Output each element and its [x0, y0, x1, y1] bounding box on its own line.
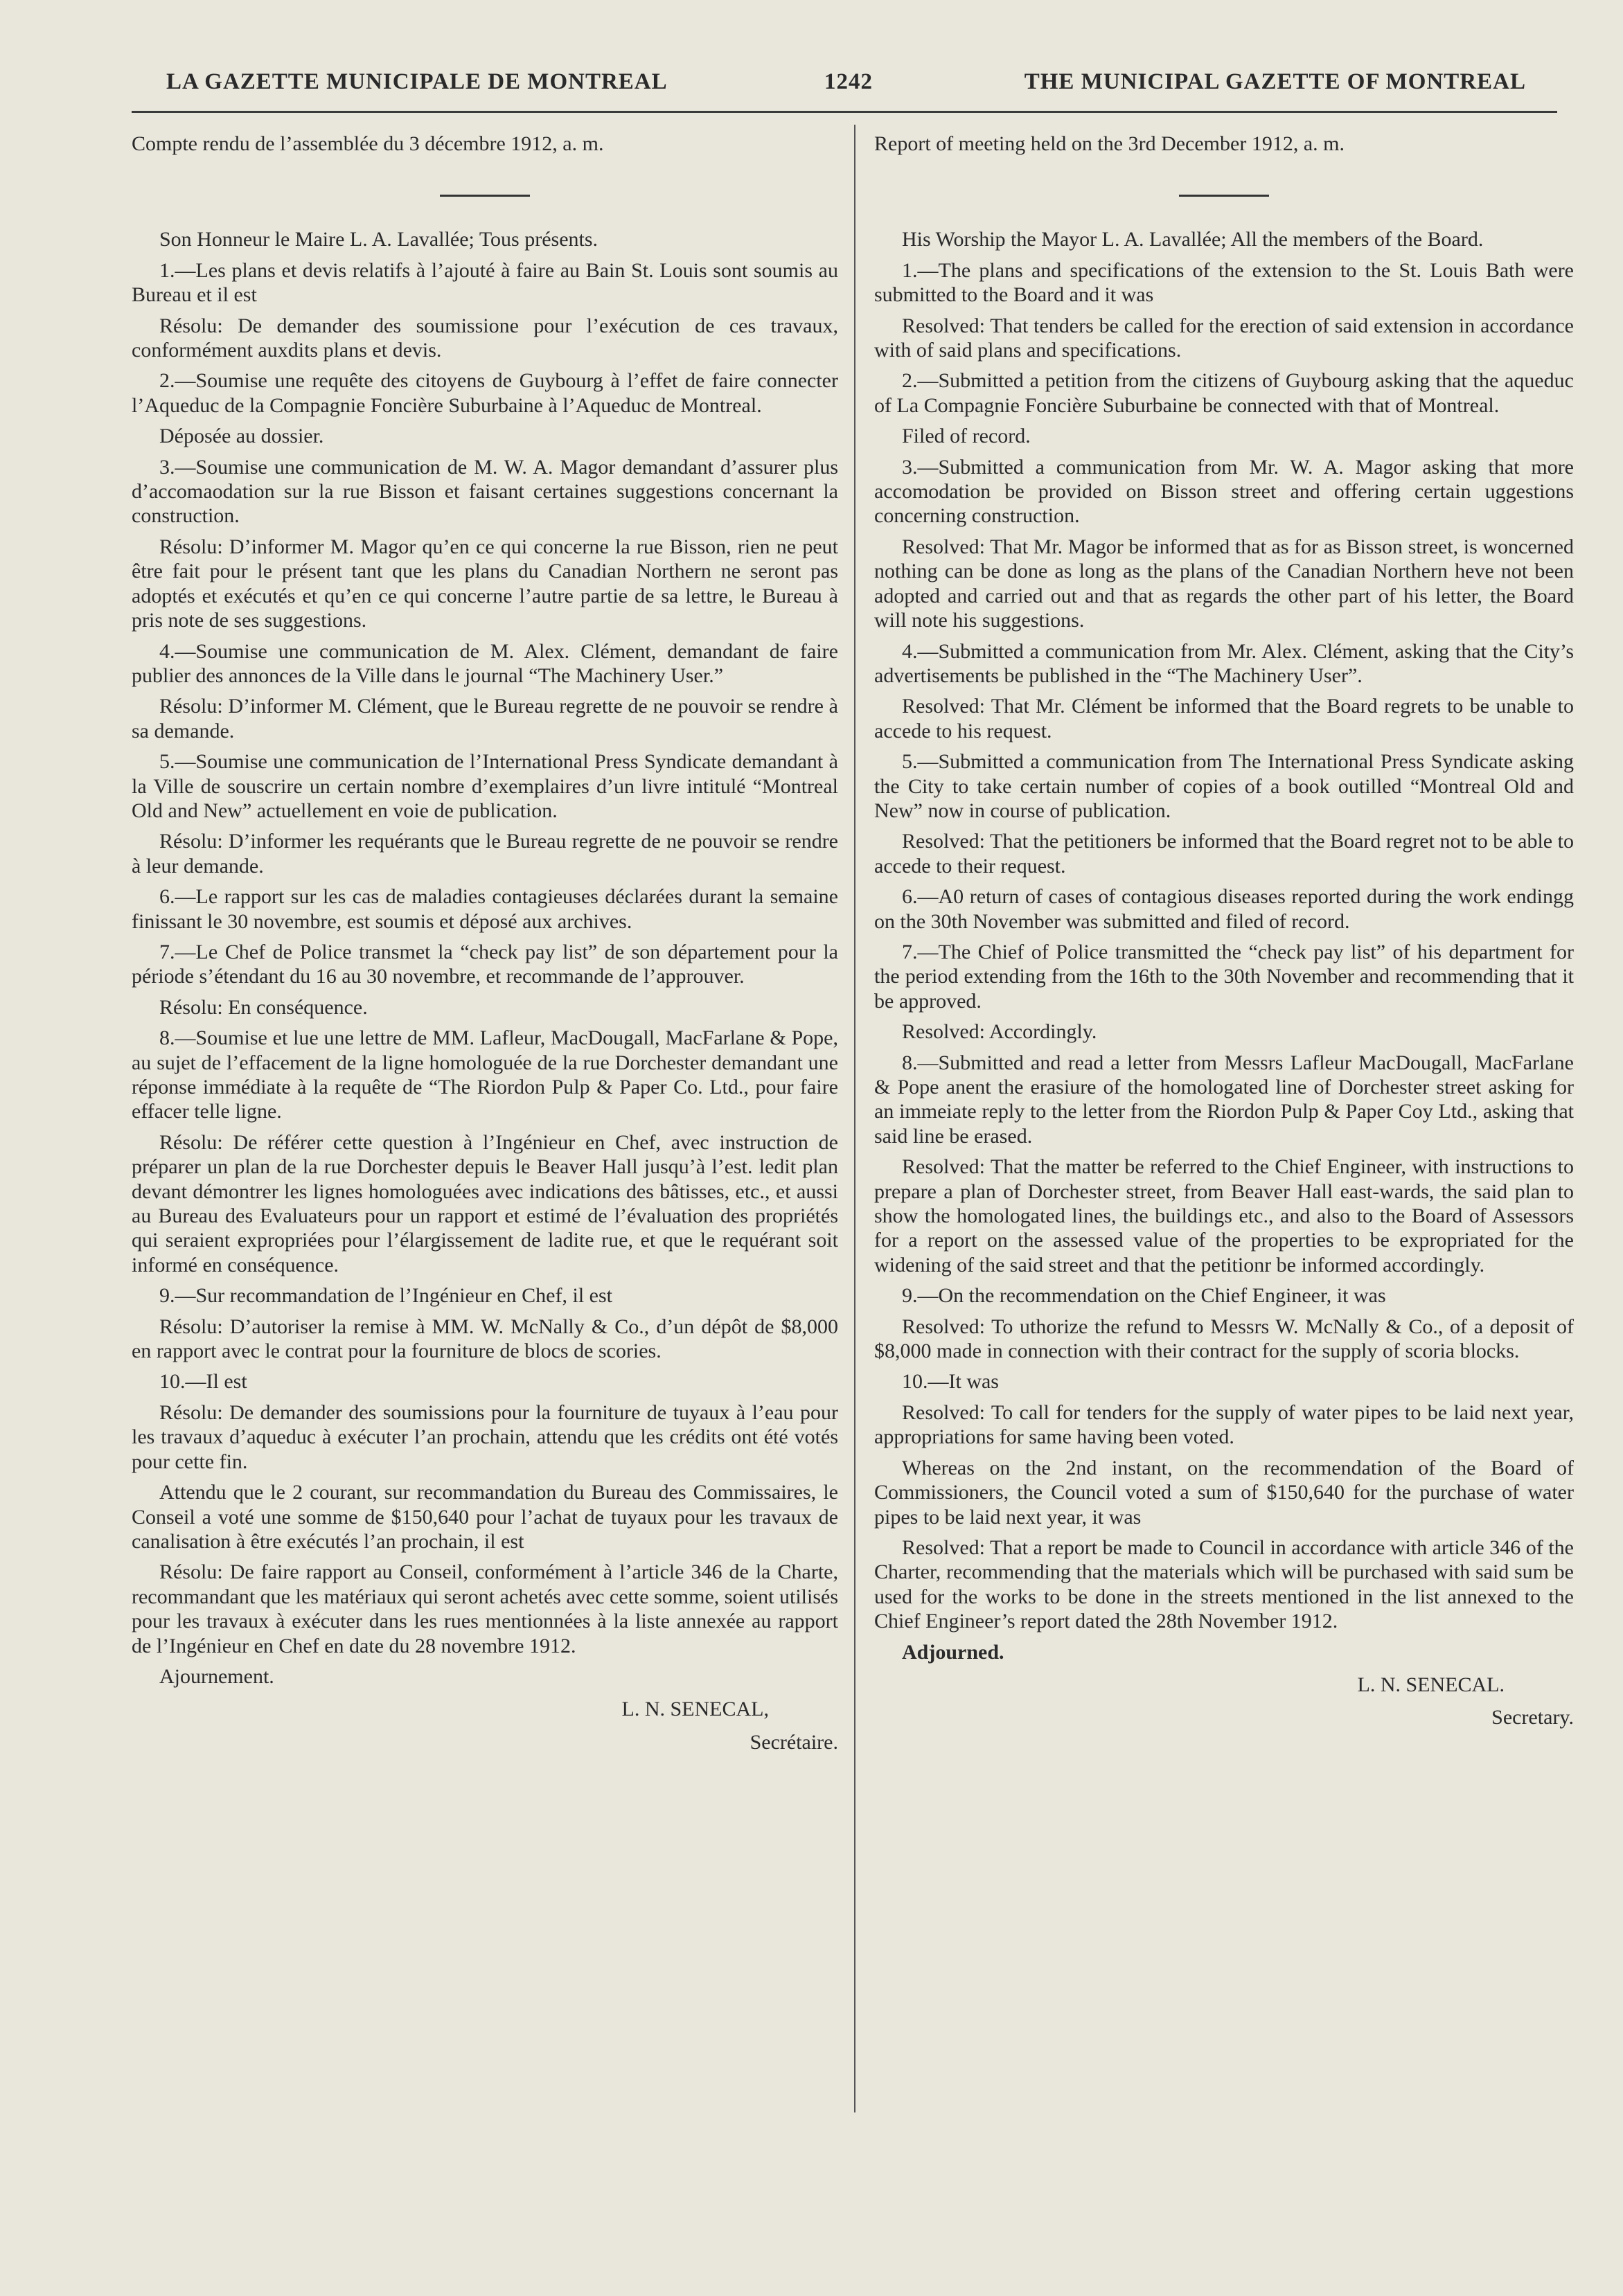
english-signature-name: L. N. SENECAL. [1357, 1673, 1505, 1696]
english-paragraph: Resolved: That the matter be referred to the Chief Engineer, with instructions to prepare a plan of Dorchester street, from Beaver Hall east-wards, the said plan to show the homologated lines, the buildings etc., and also to the Board of Assessors for a report on the assessed value of the properties to be expropriated for the widening of the said street and that the petitionr be informed accordingly. [874, 1155, 1574, 1276]
french-paragraph: 2.—Soumise une requête des citoyens de Guybourg à l’effet de faire connecter l’Aqueduc de la Compagnie Foncière Suburbaine à l’Aqueduc de Montreal. [132, 369, 838, 417]
french-body [132, 227, 838, 1658]
column-divider [854, 125, 855, 2112]
french-paragraph: 5.—Soumise une communication de l’International Press Syndicate demandant à la Ville de souscrire un certain nombre d’exemplaires d’un livre intitulé “Montreal Old and New” actuellement en voie de publication. [132, 750, 838, 822]
french-paragraph: Résolu: De faire rapport au Conseil, conformément à l’article 346 de la Charte, recommandant que les matériaux qui seront achetés avec cette somme, soient utilisés pour les travaux à exécuter dans les rues mentionnées à la liste annexée au rapport de l’Ingénieur en Chef en date du 28 novembre 1912. [132, 1560, 838, 1657]
french-paragraph: 8.—Soumise et lue une lettre de MM. Lafleur, MacDougall, MacFarlane & Pope, au sujet de l’effacement de la ligne homologuée de la rue Dorchester demandant une réponse immédiate à la requête de “The Riordon Pulp & Paper Co. Ltd., pour faire effacer telle ligne. [132, 1026, 838, 1123]
english-paragraph: Resolved: That Mr. Magor be informed that as for as Bisson street, is woncerned nothing can be done as long as the plans of the Canadian Northern heve not been adopted and carried out and that as regards the other part of his letter, the Board will note his suggestions. [874, 535, 1574, 632]
english-paragraph: 9.—On the recommendation on the Chief Engineer, it was [902, 1284, 1386, 1308]
french-paragraph: Attendu que le 2 courant, sur recommandation du Bureau des Commissaires, le Conseil a voté une somme de $150,640 pour l’achat de tuyaux pour les travaux de canalisation à être exécutés l’an prochain, il est [132, 1481, 838, 1553]
french-paragraph: Résolu: D’informer les requérants que le Bureau regrette de ne pouvoir se rendre à leur demande. [132, 830, 838, 878]
french-paragraph: 1.—Les plans et devis relatifs à l’ajouté à faire au Bain St. Louis sont soumis au Bureau et il est [132, 258, 838, 307]
french-paragraph: Résolu: En conséquence. [159, 995, 368, 1019]
english-paragraph: 4.—Submitted a communication from Mr. Alex. Clément, asking that the City’s advertisements be published in the “The Machinery User”. [874, 639, 1574, 687]
english-body [874, 227, 1574, 1633]
english-paragraph: Resolved: To call for tenders for the supply of water pipes to be laid next year, appropriations for same having been voted. [874, 1400, 1574, 1449]
french-title-rule [440, 195, 530, 197]
french-title: Compte rendu de l’assemblée du 3 décembre 1912, a. m. [132, 132, 604, 155]
page-header [159, 62, 1526, 104]
page-number: 1242 [824, 69, 873, 94]
french-paragraph: Résolu: De demander des soumissions pour la fourniture de tuyaux à l’eau pour les travaux d’aqueduc à exécuter l’an prochain, attendu que les crédits ont été votés pour cette fin. [132, 1400, 838, 1473]
header-divider [132, 111, 1557, 113]
english-paragraph: Resolved: That Mr. Clément be informed that the Board regrets to be unable to accede to his request. [874, 695, 1574, 742]
english-adjourn: Adjourned. [902, 1640, 1004, 1664]
french-paragraph: 6.—Le rapport sur les cas de maladies contagieuses déclarées durant la semaine finissant le 30 novembre, est soumis et déposé aux archives. [132, 885, 838, 933]
english-title: Report of meeting held on the 3rd December 1912, a. m. [874, 132, 1345, 155]
english-paragraph: 5.—Submitted a communication from The International Press Syndicate asking the City to take certain number of copies of a book outilled “Montreal Old and New” now in course of publication. [874, 750, 1574, 822]
french-paragraph: Résolu: De référer cette question à l’Ingénieur en Chef, avec instruction de préparer un plan de la rue Dorchester depuis le Beaver Hall jusqu’à l’est. ledit plan devant démontrer les lignes homologuées avec indications des bâtisses, etc., et aussi au Bureau des Evaluateurs pour un rapport et estimé de l’évaluation des propriétés qui seraient expropriées pour l’élargissement de ladite rue, et que le requérant soit informé en conséquence. [132, 1130, 838, 1276]
french-paragraph: Résolu: D’autoriser la remise à MM. W. McNally & Co., d’un dépôt de $8,000 en rapport avec le contrat pour la fourniture de blocs de scories. [132, 1315, 838, 1363]
french-paragraph: 10.—Il est [159, 1370, 247, 1394]
english-paragraph: 3.—Submitted a communication from Mr. W. A. Magor asking that more accomodation be provided on Bisson street and offering certain uggestions concerning construction. [874, 455, 1574, 528]
english-paragraph: Resolved: That tenders be called for the erection of said extension in accordance with of said plans and specifications. [874, 314, 1574, 362]
english-paragraph: 2.—Submitted a petition from the citizens of Guybourg asking that the aqueduc of La Compagnie Foncière Suburbaine be connected with that of Montreal. [874, 369, 1574, 417]
header-english-title: THE MUNICIPAL GAZETTE OF MONTREAL [1024, 69, 1526, 94]
english-paragraph: 7.—The Chief of Police transmitted the “check pay list” of his department for the period extending from the 16th to the 30th November and recommending that it be approved. [874, 940, 1574, 1013]
english-paragraph: Resolved: Accordingly. [902, 1020, 1097, 1044]
french-paragraph: 7.—Le Chef de Police transmet la “check pay list” de son département pour la période s’étendant du 16 au 30 novembre, et recommande de l’approuver. [132, 940, 838, 988]
french-paragraph: Déposée au dossier. [159, 425, 324, 448]
english-paragraph: Resolved: That the petitioners be informed that the Board regret not to be able to accede to their request. [874, 830, 1574, 878]
header-french-title: LA GAZETTE MUNICIPALE DE MONTREAL [166, 69, 668, 94]
french-paragraph: 4.—Soumise une communication de M. Alex. Clément, demandant de faire publier des annonces de la Ville dans le journal “The Machinery User.” [132, 639, 838, 687]
english-paragraph: 6.—A0 return of cases of contagious diseases reported during the work endingg on the 30th November was submitted and filed of record. [874, 885, 1574, 933]
english-paragraph: His Worship the Mayor L. A. Lavallée; All the members of the Board. [902, 228, 1484, 251]
french-paragraph: Résolu: D’informer M. Magor qu’en ce qui concerne la rue Bisson, rien ne peut être fait pour le présent tant que les plans du Canadian Northern ne seront pas adoptés et exécutés et qu’en ce qui concerne l’autre partie de sa lettre, le Bureau à pris note de ses suggestions. [132, 535, 838, 632]
english-column [874, 132, 1574, 2106]
english-paragraph: Filed of record. [902, 425, 1031, 448]
french-paragraph: Résolu: D’informer M. Clément, que le Bureau regrette de ne pouvoir se rendre à sa demande. [132, 695, 838, 742]
english-paragraph: Resolved: That a report be made to Council in accordance with article 346 of the Charter, recommending that the materials which will be purchased with said sum be used for the works to be done in the streets mentioned in the list annexed to the Chief Engineer’s report dated the 28th November 1912. [874, 1536, 1574, 1633]
french-signature-name: L. N. SENECAL, [621, 1698, 769, 1721]
french-signature-title: Secrétaire. [750, 1730, 838, 1754]
english-signature-title: Secretary. [1491, 1706, 1574, 1729]
french-adjourn: Ajournement. [159, 1664, 274, 1688]
english-paragraph: 1.—The plans and specifications of the extension to the St. Louis Bath were submitted to the Board and it was [874, 258, 1574, 307]
french-paragraph: 9.—Sur recommandation de l’Ingénieur en Chef, il est [159, 1284, 612, 1308]
french-paragraph: Résolu: De demander des soumissione pour l’exécution de ces travaux, conformément auxdits plans et devis. [132, 314, 838, 362]
english-paragraph: 8.—Submitted and read a letter from Messrs Lafleur MacDougall, MacFarlane & Pope anent the erasiure of the homologated line of Dorchester street asking for an immeiate reply to the letter from the Riordon Pulp & Paper Coy Ltd., asking that said line be erased. [874, 1051, 1574, 1148]
english-paragraph: 10.—It was [902, 1370, 999, 1394]
french-column [132, 132, 838, 2106]
english-title-rule [1179, 195, 1269, 197]
french-paragraph: 3.—Soumise une communication de M. W. A. Magor demandant d’assurer plus d’accomaodation sur la rue Bisson et faisant certaines suggestions concernant la construction. [132, 455, 838, 528]
french-paragraph: Son Honneur le Maire L. A. Lavallée; Tous présents. [159, 228, 598, 251]
english-paragraph: Resolved: To uthorize the refund to Messrs W. McNally & Co., of a deposit of $8,000 made in connection with their contract for the supply of scoria blocks. [874, 1315, 1574, 1363]
english-paragraph: Whereas on the 2nd instant, on the recommendation of the Board of Commissioners, the Council voted a sum of $150,640 for the purchase of water pipes to be laid next year, it was [874, 1456, 1574, 1529]
